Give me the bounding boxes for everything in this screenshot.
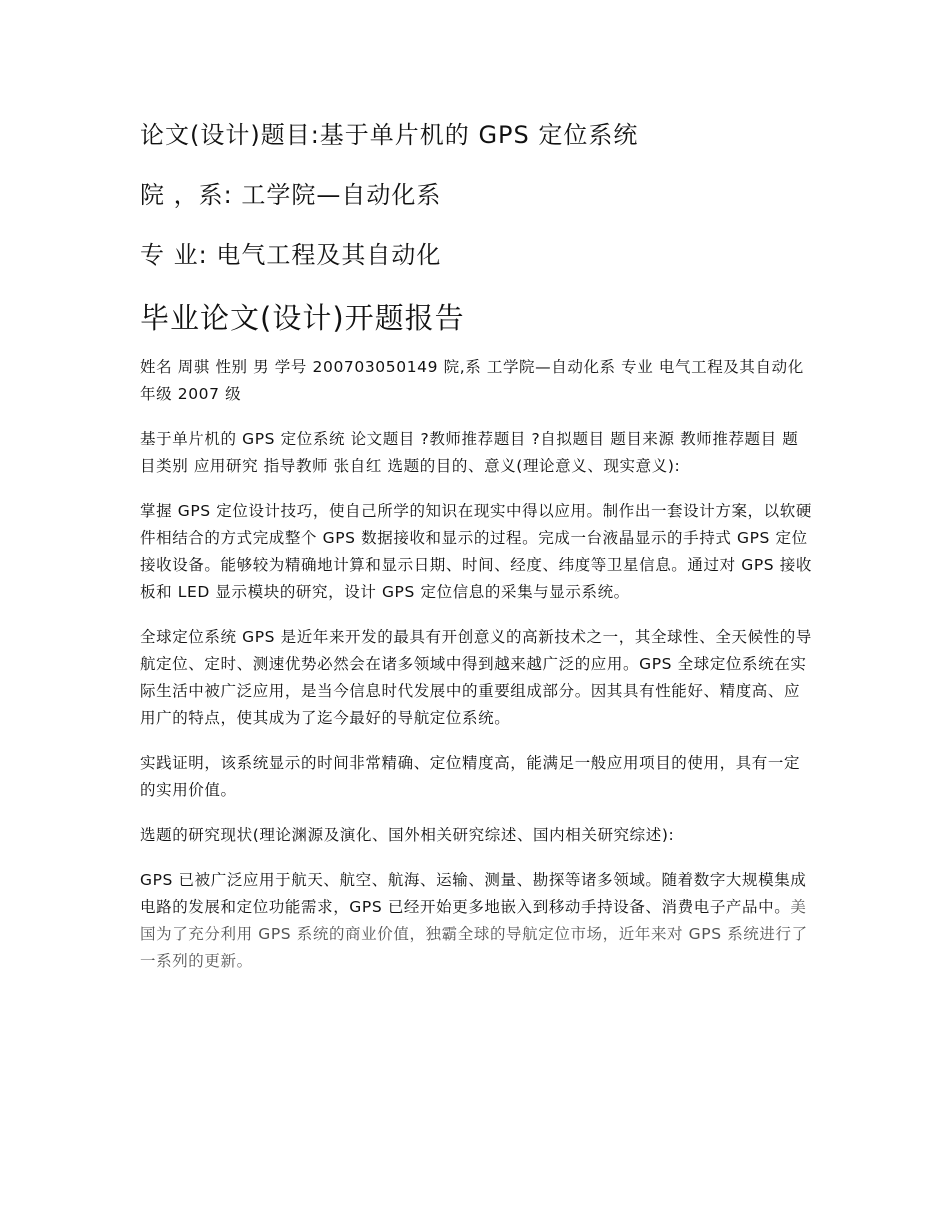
practice-paragraph: 实践证明，该系统显示的时间非常精确、定位精度高，能满足一般应用项目的使用，具有一定的实用价值。 <box>140 754 801 799</box>
status-text-part2: 美国为了充分利用 GPS 系统的商业价值，独霸全球的导航定位市场，近年来对 GPS 系统进行了一系列的更新。 <box>140 898 808 970</box>
report-title: 毕业论文(设计)开题报告 <box>140 301 465 335</box>
student-info-paragraph: 姓名 周骐 性别 男 学号 200703050149 院,系 工学院—自动化系 专业 电气工程及其自动化 年级 2007 级 <box>140 358 804 403</box>
major-heading: 专 业: 电气工程及其自动化 <box>140 241 442 269</box>
research-status-paragraph <box>140 867 812 975</box>
document-page <box>140 118 812 993</box>
thesis-title-heading: 论文(设计)题目:基于单片机的 GPS 定位系统 <box>140 121 639 149</box>
topic-info-paragraph: 基于单片机的 GPS 定位系统 论文题目 ?教师推荐题目 ?自拟题目 题目来源 教师推荐题目 题目类别 应用研究 指导教师 张自红 选题的目的、意义(理论意义、现实意义): <box>140 430 799 475</box>
department-heading: 院 ，系: 工学院—自动化系 <box>140 181 442 209</box>
significance-paragraph: 全球定位系统 GPS 是近年来开发的最具有开创意义的高新技术之一，其全球性、全天候性的导航定位、定时、测速优势必然会在诸多领域中得到越来越广泛的应用。GPS 全球定位系统在实际生活中被广泛应用，是当今信息时代发展中的重要组成部分。因其具有性能好、精度高、应用广的特点，使其成为了迄今最好的导航定位系统。 <box>140 628 812 727</box>
status-text-part1: GPS 已被广泛应用于航天、航空、航海、运输、测量、勘探等诸多领域。随着数字大规模集成电路的发展和定位功能需求，GPS 已经开始更多地嵌入到移动手持设备、消费电子产品中。 <box>140 871 807 916</box>
research-status-heading: 选题的研究现状(理论渊源及演化、国外相关研究综述、国内相关研究综述): <box>140 826 675 844</box>
purpose-paragraph: 掌握 GPS 定位设计技巧，使自己所学的知识在现实中得以应用。制作出一套设计方案，以软硬件相结合的方式完成整个 GPS 数据接收和显示的过程。完成一台液晶显示的手持式 GPS 定位接收设备。能够较为精确地计算和显示日期、时间、经度、纬度等卫星信息。通过对 GPS 接收板和 LED 显示模块的研究，设计 GPS 定位信息的采集与显示系统。 <box>140 502 812 601</box>
